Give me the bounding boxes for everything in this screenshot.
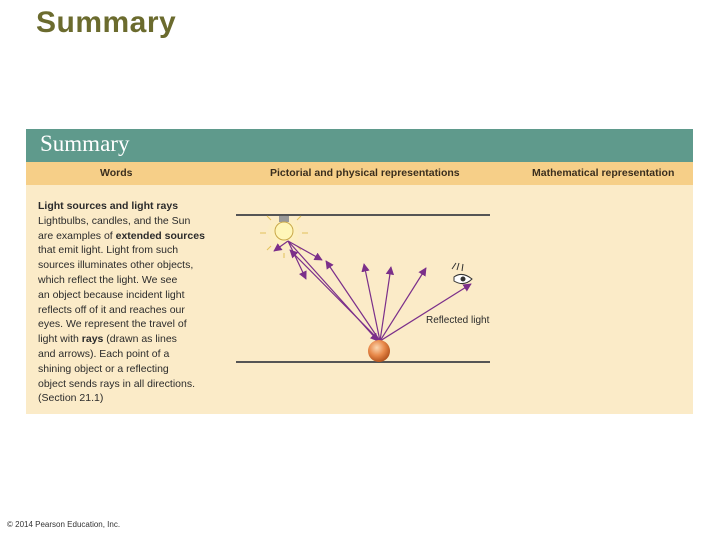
words-line: (Section 21.1) [38, 392, 104, 405]
words-line: light with [38, 333, 82, 346]
light-rays-diagram [26, 129, 693, 414]
words-line: reflects off of it and reaches our [38, 303, 185, 316]
panel-title: Summary [40, 131, 130, 156]
words-line: (drawn as lines [103, 333, 177, 346]
lightbulb-icon [260, 215, 308, 258]
summary-panel [26, 129, 693, 414]
column-header-pictorial: Pictorial and physical representations [270, 167, 460, 179]
ball-icon [368, 340, 390, 362]
eye-icon [452, 263, 472, 284]
words-line: that emit light. Light from such [38, 244, 179, 257]
reflected-ray [380, 267, 391, 341]
copyright-footer: © 2014 Pearson Education, Inc. [7, 520, 121, 529]
reflected-light-label: Reflected light [426, 315, 490, 326]
words-line: and arrows). Each point of a [38, 347, 170, 360]
words-line: Lightbulbs, candles, and the Sun [38, 214, 191, 227]
words-line: object sends rays in all directions. [38, 377, 195, 390]
words-heading: Light sources and light rays [38, 200, 179, 212]
reflected-ray [290, 250, 380, 341]
reflected-ray [380, 284, 471, 341]
reflected-ray [380, 268, 426, 341]
words-line: are examples of [38, 229, 116, 242]
column-header-mathematical: Mathematical representation [532, 167, 675, 179]
words-line: an object because incident light [38, 288, 185, 301]
slide-title: Summary [36, 6, 177, 39]
words-line: which reflect the light. We see [38, 273, 178, 286]
term-extended-sources: extended sources [115, 229, 205, 242]
column-header-words: Words [100, 167, 133, 179]
words-line: shining object or a reflecting [38, 362, 169, 375]
words-line: eyes. We represent the travel of [38, 318, 187, 331]
words-line: sources illuminates other objects, [38, 259, 194, 272]
term-rays: rays [81, 333, 104, 346]
